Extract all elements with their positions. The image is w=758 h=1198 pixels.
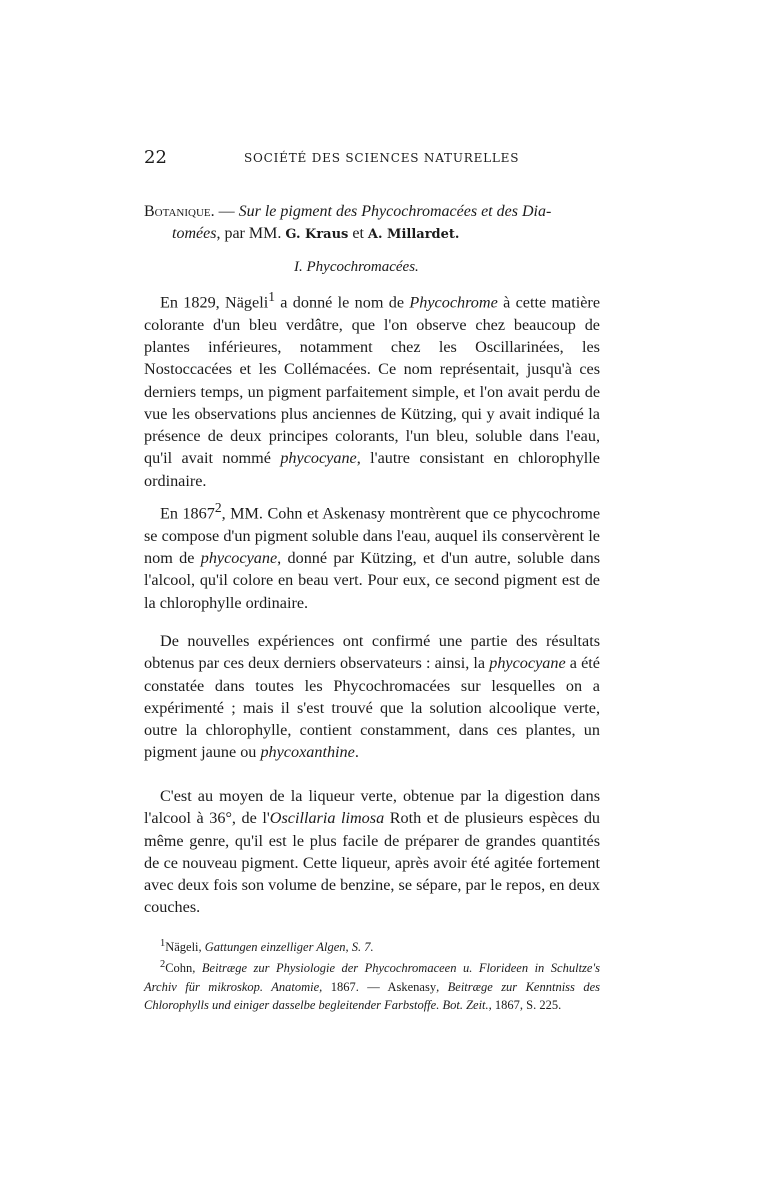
footnote-2-text-2: , Beitræge zur Kenntniss des Chlorophylls und einiger dasselbe begleitender Farbstoffe. Bot. Zeit., (144, 979, 600, 1012)
article-title-part2: tomées (172, 225, 217, 242)
term-oscillaria-limosa: Oscillaria limosa (269, 809, 385, 828)
article-and: et (348, 225, 368, 242)
author-kraus: G. Kraus (285, 227, 349, 242)
author-millardet: A. Millardet. (367, 227, 460, 242)
paragraph-1 (144, 286, 600, 492)
term-phycocyane: phycocyane (200, 548, 278, 567)
paragraph-1-text-c: à cette matière colorante d'un bleu verdâtre, que l'on observe chez beaucoup de plantes inférieures, notamment chez les Oscillarinées, les Nostoccacées et les Collémacées. Ce nom représentait, jusqu'à ces derniers temps, un pigment parfaitement simple, et l'on avait perdu de vue les observations plus anciennes de Kützing, qui y avait indiqué la présence de deux principes colorants, l'un bleu, soluble dans l'eau, qu'il avait nommé (144, 293, 600, 468)
paragraph-3 (144, 630, 600, 764)
term-phycocyane: phycocyane (280, 449, 357, 468)
paragraph-1-text-b: a donné le nom de (274, 293, 410, 312)
article-title (144, 201, 612, 246)
footnote-ref-1: 1 (268, 289, 275, 304)
footnote-2-text-1: , Beitræge zur Physiologie der Phycochromaceen u. Florideen in Schultze's Archiv für mikroskop. Anatomie, (144, 961, 600, 994)
footnotes (144, 935, 600, 1014)
paragraph-1-text-a: En 1829, Nägeli (160, 293, 269, 312)
footnote-2-sep: . — (355, 979, 388, 994)
footnote-1-author: Nägeli (165, 940, 199, 955)
paragraph-2 (144, 497, 600, 614)
paragraph-4 (144, 785, 600, 919)
page-number: 22 (144, 147, 167, 168)
paragraph-3-text-c: . (354, 743, 359, 762)
paragraph-4-text-a: C'est au moyen de la liqueur verte, obtenue par la digestion dans l'alcool à 36°, de l' (144, 787, 600, 828)
footnote-2-ref: 1867, S. 225. (494, 997, 562, 1012)
term-phycochrome: Phycochrome (409, 293, 498, 312)
article-by: , par MM. (216, 225, 286, 242)
title-dash: — (214, 203, 239, 220)
footnote-2-mark: 2 (160, 959, 166, 971)
section-heading: I. Phycochromacées. (294, 259, 419, 275)
paragraph-2-text-b: , MM. Cohn et Askenasy montrèrent que ce phycochrome se compose d'un pigment soluble dans l'eau, auquel ils conservèrent le nom de (144, 504, 600, 567)
paragraph-3-text-a: De nouvelles expériences ont confirmé une partie des résultats obtenus par ces deux derniers observateurs : ainsi, la (144, 632, 600, 673)
section-label: Botanique. (144, 203, 215, 220)
footnote-2-year: 1867 (330, 979, 356, 994)
paragraph-4-text-b: Roth et de plusieurs espèces du même genre, qu'il est le plus facile de préparer de grandes quantités de ce nouveau pigment. Cette liqueur, après avoir été agitée fortement avec deux fois son volume de benzine, se sépare, par le repos, en deux couches. (144, 809, 601, 917)
footnote-1-text: , Gattungen einzelliger Algen, S. 7. (198, 940, 374, 955)
footnote-ref-2: 2 (214, 500, 222, 515)
footnote-2-author-2: Askenasy (387, 979, 437, 994)
running-head-title: SOCIÉTÉ DES SCIENCES NATURELLES (244, 151, 520, 165)
term-phycocyane: phycocyane (489, 654, 566, 673)
footnote-2 (144, 956, 600, 1014)
paragraph-2-text-a: En 1867 (160, 504, 215, 523)
footnote-1 (144, 935, 600, 956)
paragraph-3-text-b: a été constatée dans toutes les Phycochromacées sur lesquelles on a expérimenté ; mais il s'est trouvé que la solution alcoolique verte, outre la chlorophylle, contient constamment, dans ces plantes, un pigment jaune ou (144, 654, 600, 762)
paragraph-2-text-c: , donné par Kützing, et d'un autre, soluble dans l'alcool, qu'il colore en beau vert. Pour eux, ce second pigment est de la chlorophylle ordinaire. (144, 548, 600, 612)
term-phycoxanthine: phycoxanthine (260, 743, 355, 762)
paragraph-1-text-d: , l'autre consistant en chlorophylle ordinaire. (144, 449, 600, 490)
running-head (144, 147, 614, 171)
footnote-2-author: Cohn (165, 961, 193, 976)
footnote-1-mark: 1 (160, 938, 166, 949)
article-title-part1: Sur le pigment des Phycochromacées et des Dia- (238, 203, 552, 220)
